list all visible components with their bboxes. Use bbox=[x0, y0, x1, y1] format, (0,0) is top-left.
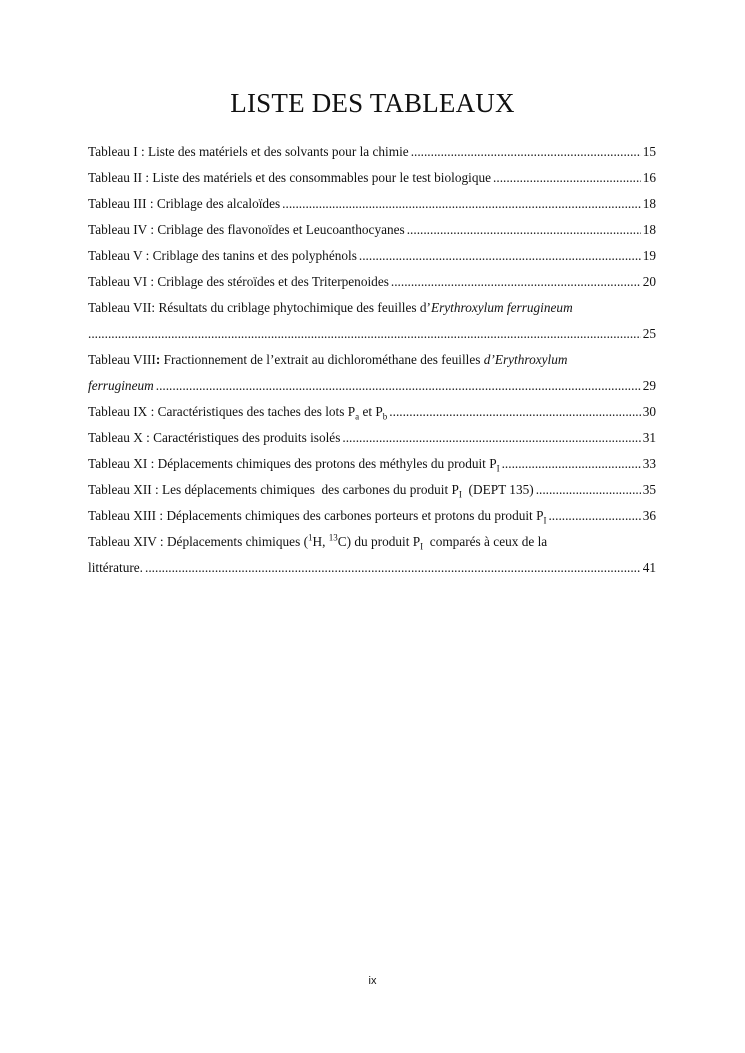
entry-page: 31 bbox=[642, 430, 656, 445]
superscript: 13 bbox=[328, 532, 338, 543]
entry-label: Tableau XIII : Déplacements chimiques des carbones porteurs et protons du produit $P_I$ bbox=[88, 508, 547, 526]
page-number: ix bbox=[368, 975, 377, 987]
list-item[interactable] bbox=[88, 347, 656, 399]
subscript: I bbox=[420, 541, 424, 552]
entry-label: Tableau VII: Résultats du criblage phytochimique des feuilles d’ bbox=[88, 300, 431, 315]
list-item[interactable] bbox=[88, 425, 656, 451]
entry-page: 29 bbox=[642, 378, 656, 393]
entry-page: 25 bbox=[642, 326, 656, 341]
list-item[interactable] bbox=[88, 295, 656, 347]
dot-leader bbox=[391, 269, 641, 295]
entry-label: Tableau II : Liste des matériels et des consommables pour le test biologique bbox=[88, 170, 492, 185]
entry-label-bold: : bbox=[155, 352, 161, 367]
entry-label: C) du produit P bbox=[337, 534, 421, 549]
list-item[interactable] bbox=[88, 243, 656, 269]
dot-leader bbox=[389, 399, 640, 425]
entry-label: Tableau VIII bbox=[88, 352, 156, 367]
list-item[interactable] bbox=[88, 477, 656, 503]
list-item[interactable] bbox=[88, 191, 656, 217]
table-list bbox=[88, 139, 656, 581]
entry-label: comparés à ceux de la bbox=[423, 534, 548, 549]
entry-page: 15 bbox=[642, 144, 656, 159]
list-item[interactable] bbox=[88, 503, 656, 529]
dot-leader bbox=[88, 321, 641, 347]
entry-page: 36 bbox=[642, 508, 656, 523]
entry-page: 20 bbox=[642, 274, 656, 289]
entry-label-italic: d’Erythroxylum bbox=[483, 352, 568, 367]
list-item[interactable] bbox=[88, 269, 656, 295]
dot-leader bbox=[411, 139, 641, 165]
entry-label: Tableau III : Criblage des alcaloïdes bbox=[88, 196, 281, 211]
dot-leader bbox=[548, 503, 640, 529]
dot-leader bbox=[156, 373, 641, 399]
entry-label: Tableau V : Criblage des tanins et des polyphénols bbox=[88, 248, 357, 263]
dot-leader bbox=[342, 425, 640, 451]
entry-page: 18 bbox=[642, 222, 656, 237]
entry-page: 19 bbox=[642, 248, 656, 263]
entry-label: Tableau X : Caractéristiques des produits isolés bbox=[88, 430, 341, 445]
entry-page: 30 bbox=[642, 404, 656, 419]
page-title: LISTE DES TABLEAUX bbox=[230, 88, 515, 118]
list-item[interactable] bbox=[88, 217, 656, 243]
dot-leader bbox=[407, 217, 641, 243]
dot-leader bbox=[536, 477, 641, 503]
entry-label-italic: Erythroxylum ferrugineum bbox=[430, 300, 573, 315]
entry-label: Tableau IV : Criblage des flavonoïdes et Leucoanthocyanes bbox=[88, 222, 405, 237]
entry-page: 35 bbox=[642, 482, 656, 497]
dot-leader bbox=[359, 243, 641, 269]
entry-page: 18 bbox=[642, 196, 656, 211]
entry-label: Tableau XI : Déplacements chimiques des protons des méthyles du produit $P_I$ bbox=[88, 456, 500, 474]
dot-leader bbox=[145, 555, 641, 581]
list-item[interactable] bbox=[88, 165, 656, 191]
list-item[interactable] bbox=[88, 451, 656, 477]
entry-label: H, bbox=[312, 534, 329, 549]
entry-label: littérature. bbox=[88, 560, 144, 575]
entry-page: 33 bbox=[642, 456, 656, 471]
entry-page: 16 bbox=[642, 170, 656, 185]
superscript: 1 bbox=[308, 532, 313, 543]
entry-label: Tableau XII : Les déplacements chimiques des carbones du produit $P_I$ (DEPT 135) bbox=[88, 482, 534, 500]
entry-label-italic: ferrugineum bbox=[88, 378, 154, 393]
entry-label: Tableau IX : Caractéristiques des taches des lots $P_a$ et $P_b$ bbox=[88, 404, 388, 422]
entry-label: Tableau XIV : Déplacements chimiques ( bbox=[88, 534, 308, 549]
dot-leader bbox=[493, 165, 641, 191]
entry-label: Tableau I : Liste des matériels et des solvants pour la chimie bbox=[88, 144, 409, 159]
list-item[interactable] bbox=[88, 139, 656, 165]
entry-label: Tableau VI : Criblage des stéroïdes et des Triterpenoides bbox=[88, 274, 389, 289]
dot-leader bbox=[502, 451, 641, 477]
entry-page: 41 bbox=[642, 560, 656, 575]
dot-leader bbox=[282, 191, 641, 217]
entry-label: Fractionnement de l’extrait au dichlorométhane des feuilles bbox=[160, 352, 484, 367]
list-item[interactable] bbox=[88, 399, 656, 425]
list-item[interactable] bbox=[88, 529, 656, 581]
